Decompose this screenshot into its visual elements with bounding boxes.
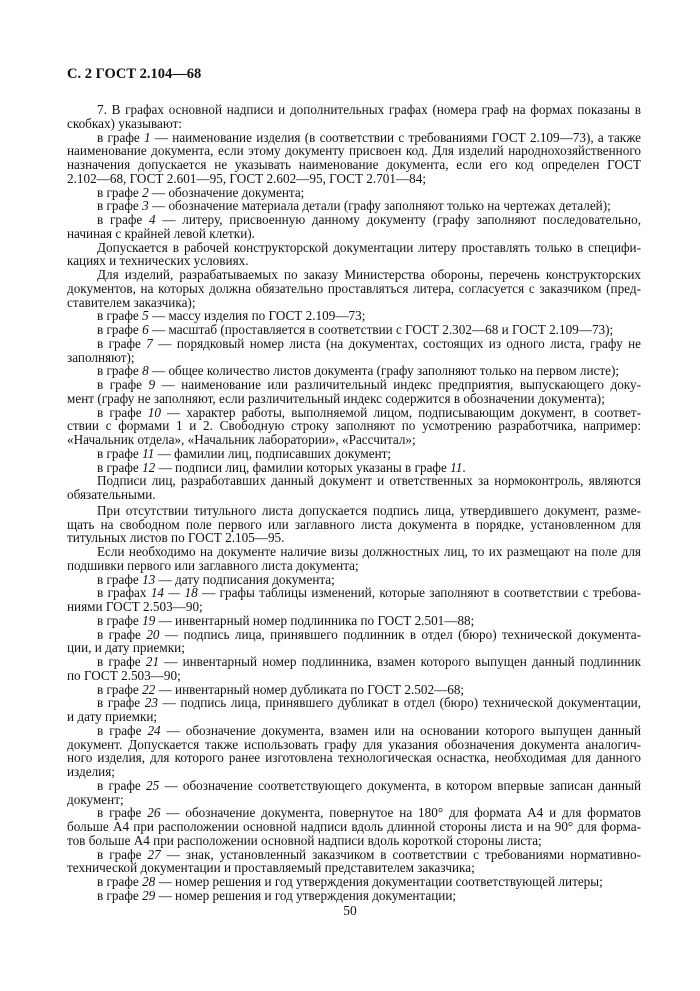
text-line [67, 103, 641, 117]
text-segment: в графе [97, 308, 143, 324]
field-number: 28 [142, 874, 156, 889]
field-number: 19 [142, 612, 156, 628]
field-number: 11 [142, 445, 155, 461]
field-number: 11 [450, 459, 463, 475]
text-line [67, 433, 641, 447]
text-segment: в графах [97, 585, 151, 601]
text-line [67, 696, 641, 710]
text-line [67, 820, 641, 834]
text-line [67, 710, 641, 724]
text-line [67, 779, 641, 793]
field-number: 29 [142, 887, 156, 903]
text-segment: документов, на которых должна обязательно проставляться литера, согласуется с заказчиком (пред- [67, 280, 641, 296]
text-segment: — массу изделия по ГОСТ 2.109—73; [148, 308, 366, 324]
field-number: 25 [146, 777, 160, 793]
text-segment: и дату приемки; [67, 709, 158, 724]
text-line [67, 628, 641, 642]
text-line [67, 545, 641, 559]
text-segment: — наименование или различительный индекс предприятия, выпускающего доку- [155, 377, 642, 392]
text-segment: «Начальник отдела», «Начальник лаборатории», «Рассчитал»; [67, 432, 416, 447]
text-segment: — обозначение материала детали (графу заполняют только на чертежах деталей); [148, 198, 611, 214]
text-line [67, 834, 641, 848]
text-segment: — знак, установленный заказчиком в соответствии с требованиями нормативно- [160, 846, 641, 862]
text-segment: При отсутствии титульного листа допускается подпись лица, утвердившего документ, разме- [97, 502, 641, 518]
text-segment: — инвентарный номер подлинника по ГОСТ 2.501—88; [155, 612, 475, 628]
text-segment: — обозначение соответствующего документа, в котором впервые записан данный [159, 777, 641, 793]
field-number: 8 [142, 363, 149, 379]
text-segment: Если необходимо на документе наличие визы должностных лиц, то их размещают на поле для [97, 544, 641, 559]
text-segment: в графе [97, 874, 143, 889]
text-segment: в графе [97, 404, 148, 420]
text-segment: кациях и технических условиях. [67, 253, 249, 269]
text-line [67, 669, 641, 683]
field-number: 3 [142, 198, 149, 214]
text-line [67, 419, 641, 433]
text-line [67, 806, 641, 820]
text-segment: в графе [97, 377, 149, 392]
text-segment: 7. В графах основной надписи и дополнительных графах (номера граф на формах показаны в [97, 102, 641, 117]
field-number: 10 [147, 404, 161, 420]
text-line [67, 378, 641, 392]
text-line [67, 848, 641, 862]
text-segment: . [462, 459, 466, 475]
text-line [67, 351, 641, 365]
text-line [67, 488, 641, 502]
text-line [67, 655, 641, 669]
text-line [67, 518, 641, 532]
text-line [67, 186, 641, 200]
text-line [67, 889, 641, 903]
text-line [67, 600, 641, 614]
text-line [67, 268, 641, 282]
text-segment: в графе [97, 184, 143, 200]
text-segment: подшивки первого или заглавного листа документа; [67, 557, 359, 573]
text-segment: ствии с формами 1 и 2. Свободную строку заполняют по усмотрению разработчика, например: [67, 418, 641, 434]
text-segment: — фамилии лиц, подписавших документ; [154, 445, 392, 461]
text-segment: мент (графу не заполняют, если различительный индекс содержится в обозначении документа); [67, 390, 605, 406]
text-segment: — инвентарный номер дубликата по ГОСТ 2.502—68; [155, 681, 465, 697]
text-segment: по ГОСТ 2.503—90; [67, 667, 181, 683]
text-line [67, 861, 641, 875]
text-line [67, 765, 641, 779]
text-segment: — подпись лица, принявшего дубликат в отдел (бюро) технической документации, [157, 695, 641, 711]
text-line [67, 392, 641, 406]
text-segment: документ; [67, 791, 124, 807]
text-line [67, 474, 641, 488]
text-segment: — общее количество листов документа (графу заполняют только на первом листе); [148, 363, 620, 379]
text-segment: — литеру, присвоенную данному документу (графу заполняют последовательно, [155, 212, 641, 227]
text-segment: — номер решения и год утверждения документации; [155, 887, 457, 903]
text-segment: в графе [97, 322, 143, 337]
text-segment: в графе [97, 212, 149, 227]
field-number: 1 [143, 129, 151, 145]
text-segment: — графы таблицы изменений, которые заполняют в соответствии с требова- [197, 585, 641, 601]
text-segment: в графе [97, 805, 148, 821]
field-number: 9 [148, 377, 156, 392]
text-segment: в графе [97, 722, 148, 738]
text-line [67, 227, 641, 241]
text-segment: в графе [97, 887, 143, 903]
text-segment: в графе [97, 571, 143, 587]
text-line [67, 364, 641, 378]
field-number: 27 [147, 846, 161, 862]
text-line [67, 323, 641, 337]
field-number: 24 [147, 722, 161, 738]
text-segment: документ. Допускается также использовать графу для указания обозначения документа аналогич- [67, 736, 641, 752]
text-segment: — инвентарный номер подлинника, взамен которого выпущен данный подлинник [159, 654, 641, 669]
text-line [67, 406, 641, 420]
text-segment: изделия; [67, 764, 115, 779]
text-segment: ставителем заказчика); [67, 294, 196, 310]
field-number: 23 [144, 695, 158, 711]
field-number: 13 [142, 571, 156, 587]
field-number: 6 [142, 322, 149, 337]
text-line [67, 172, 641, 186]
text-segment: ниями ГОСТ 2.503—90; [67, 599, 203, 614]
text-line [67, 254, 641, 268]
text-segment: технической документации и проставляемый представителем заказчика; [67, 860, 475, 876]
field-number: 22 [142, 681, 156, 697]
text-segment: Подписи лиц, разработавших данный документ и ответственных за нормоконтроль, являются [97, 473, 641, 489]
text-line [67, 573, 641, 587]
text-line [67, 683, 641, 697]
text-line [67, 117, 641, 131]
field-number: 20 [146, 626, 160, 642]
field-number: 5 [142, 308, 149, 324]
field-number: 14 — 18 [150, 585, 198, 601]
text-line [67, 586, 641, 600]
text-segment: в графе [97, 654, 146, 669]
text-segment: в графе [97, 612, 143, 628]
text-segment: — обозначение документа; [148, 184, 305, 200]
text-segment: Для изделий, разрабатываемых по заказу Министерства обороны, перечень конструкторских [97, 267, 641, 282]
text-line [67, 738, 641, 752]
text-segment: — подписи лиц, фамилии которых указаны в графе [155, 459, 451, 475]
field-number: 12 [142, 459, 156, 475]
text-segment: в графе [97, 445, 143, 461]
text-line [67, 282, 641, 296]
text-segment: в графе [97, 846, 148, 862]
text-line [67, 158, 641, 172]
text-line [67, 614, 641, 628]
page-header: С. 2 ГОСТ 2.104—68 [67, 66, 202, 82]
text-line [67, 447, 641, 461]
text-segment: в графе [97, 335, 147, 351]
text-line [67, 531, 641, 545]
field-number: 4 [149, 212, 156, 227]
text-segment: в графе [97, 626, 147, 642]
text-line [67, 296, 641, 310]
text-segment: обязательными. [67, 487, 156, 502]
text-line [67, 504, 641, 518]
text-line [67, 461, 641, 475]
field-number: 21 [145, 654, 160, 669]
text-segment: в графе [97, 459, 143, 475]
text-line [67, 144, 641, 158]
text-segment: тов больше А4 при расположении основной надписи вдоль короткой стороны листа; [67, 832, 542, 848]
text-line [67, 337, 641, 351]
text-segment: в графе [97, 129, 144, 145]
field-number: 2 [142, 184, 149, 200]
field-number: 26 [147, 805, 161, 821]
text-segment: больше А4 при расположении основной надписи вдоль длинной стороны листа и на 90° для форма- [67, 819, 641, 834]
text-segment: назначения допускается не указывать наименование документа, если его код определен ГОСТ [67, 157, 641, 172]
text-segment: ного изделия, для которого ранее изготовлена технологическая оснастка, необходимая для данного [67, 750, 641, 766]
text-segment: — дату подписания документа; [155, 571, 335, 587]
text-segment: — обозначение документа, взамен или на основании которого выпущен данный [160, 722, 641, 738]
text-segment: — подпись лица, принявшего подлинник в отдел (бюро) технической документа- [159, 626, 642, 642]
text-segment: — порядковый номер листа (на документах, состоящих из одного листа, графу не [152, 335, 642, 351]
text-line [67, 309, 641, 323]
text-segment: в графе [97, 695, 145, 711]
document-body [67, 103, 641, 903]
text-segment: в графе [97, 198, 143, 214]
text-segment: — наименование изделия (в соответствии с требованиями ГОСТ 2.109—73), а также [150, 129, 641, 145]
text-segment: ции, и дату приемки; [67, 640, 185, 656]
text-line [67, 724, 641, 738]
text-segment: — масштаб (проставляется в соответствии с ГОСТ 2.302—68 и ГОСТ 2.109—73); [148, 322, 614, 337]
text-segment: — номер решения и год утверждения документации соответствующей литеры; [155, 874, 603, 889]
text-segment: — обозначение документа, повернутое на 180° для формата А4 и для форматов [160, 805, 642, 821]
text-segment: заполняют); [67, 349, 135, 365]
text-line [67, 241, 641, 255]
text-line [67, 199, 641, 213]
field-number: 7 [146, 335, 153, 351]
text-line [67, 213, 641, 227]
text-segment: щать на свободном поле первого или заглавного листа документа в порядке, установленном для [67, 516, 641, 532]
text-line [67, 751, 641, 765]
text-segment: наименование документа, если этому документу присвоен код. Для изделий народнохозяйственного [67, 143, 641, 159]
text-segment: начиная с крайней левой клетки). [67, 225, 255, 241]
text-segment: титульных листов по ГОСТ 2.105—95. [67, 530, 285, 546]
page-number: 50 [343, 903, 357, 918]
text-line [67, 875, 641, 889]
text-segment: скобках) указывают: [67, 115, 182, 131]
text-line [67, 641, 641, 655]
text-segment: 2.102—68, ГОСТ 2.601—95, ГОСТ 2.602—95, ГОСТ 2.701—84; [67, 170, 427, 186]
text-segment: в графе [97, 681, 143, 697]
text-line [67, 793, 641, 807]
text-segment: в графе [97, 363, 143, 379]
text-line [67, 131, 641, 145]
text-line [67, 559, 641, 573]
text-segment: в графе [97, 777, 146, 793]
text-segment: — характер работы, выполняемой лицом, подписывающим документ, в соответ- [160, 404, 641, 420]
text-segment: Допускается в рабочей конструкторской документации литеру проставлять только в специфи- [97, 239, 641, 255]
